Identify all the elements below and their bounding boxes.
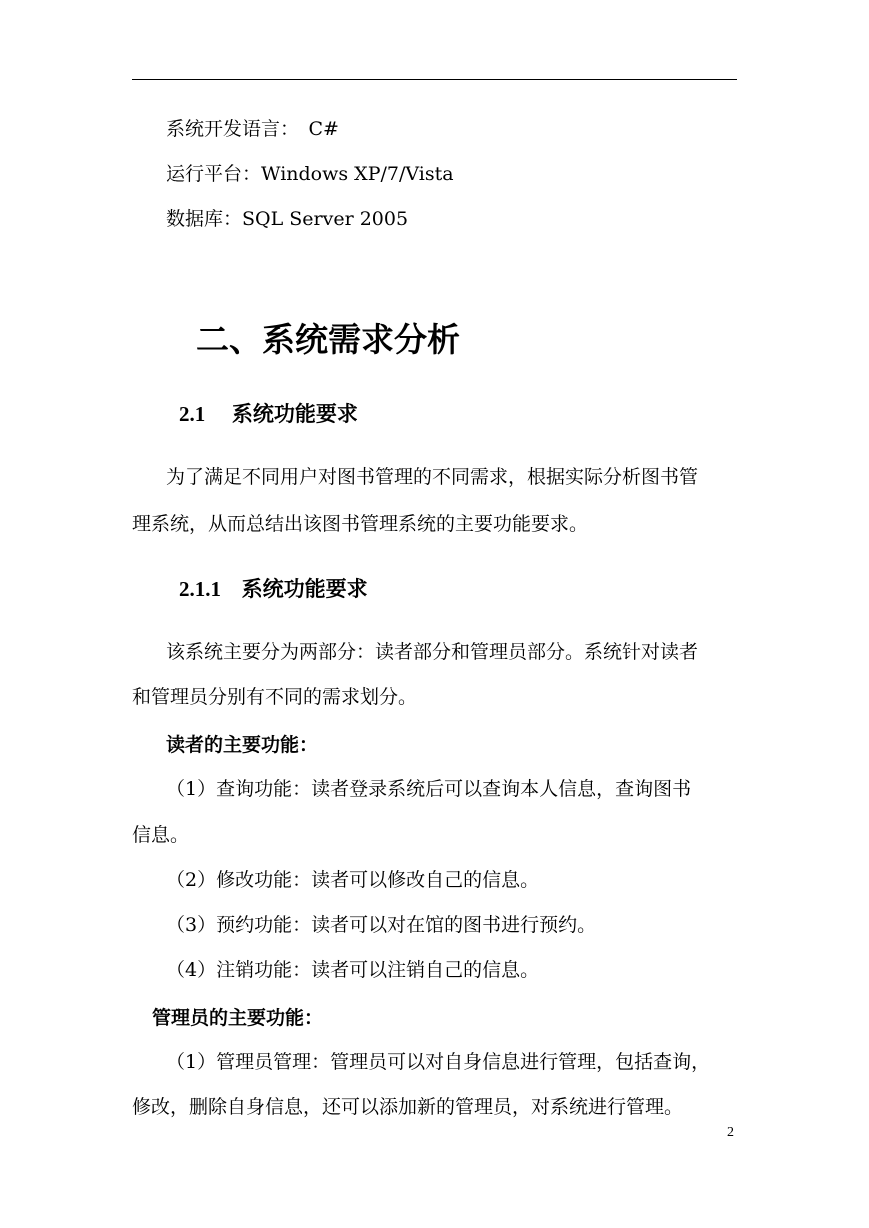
list-item: 信息。 — [132, 824, 190, 846]
reader-functions-label: 读者的主要功能： — [166, 734, 319, 756]
page-number: 2 — [727, 1125, 734, 1140]
subsection-number: 2.1 — [179, 402, 206, 426]
dev-language-line: 系统开发语言： C# — [166, 118, 339, 140]
list-item: （3）预约功能：读者可以对在馆的图书进行预约。 — [166, 914, 597, 936]
paragraph-line: 和管理员分别有不同的需求划分。 — [132, 686, 418, 708]
paragraph-line: 理系统，从而总结出该图书管理系统的主要功能要求。 — [132, 513, 589, 535]
subsection-title: 系统功能要求 — [241, 577, 368, 601]
list-item: （2）修改功能：读者可以修改自己的信息。 — [166, 869, 540, 891]
list-item: 修改，删除自身信息，还可以添加新的管理员，对系统进行管理。 — [132, 1096, 684, 1118]
section-heading: 二、系统需求分析 — [196, 320, 460, 359]
header-rule — [132, 79, 737, 80]
list-item: （1）查询功能：读者登录系统后可以查询本人信息，查询图书 — [166, 778, 692, 800]
database-line: 数据库：SQL Server 2005 — [166, 208, 409, 230]
subsection-title: 系统功能要求 — [231, 402, 358, 426]
paragraph-line: 该系统主要分为两部分：读者部分和管理员部分。系统针对读者 — [166, 641, 699, 663]
list-item: （1）管理员管理：管理员可以对自身信息进行管理，包括查询， — [166, 1051, 711, 1073]
subsection-number: 2.1.1 — [179, 577, 221, 601]
platform-line: 运行平台：Windows XP/7/Vista — [166, 163, 454, 185]
subsection-heading-2-1-1 — [179, 575, 368, 603]
list-item: （4）注销功能：读者可以注销自己的信息。 — [166, 959, 540, 981]
admin-functions-label: 管理员的主要功能： — [152, 1007, 324, 1029]
paragraph-line: 为了满足不同用户对图书管理的不同需求，根据实际分析图书管 — [166, 466, 699, 488]
subsection-heading-2-1 — [179, 400, 358, 428]
